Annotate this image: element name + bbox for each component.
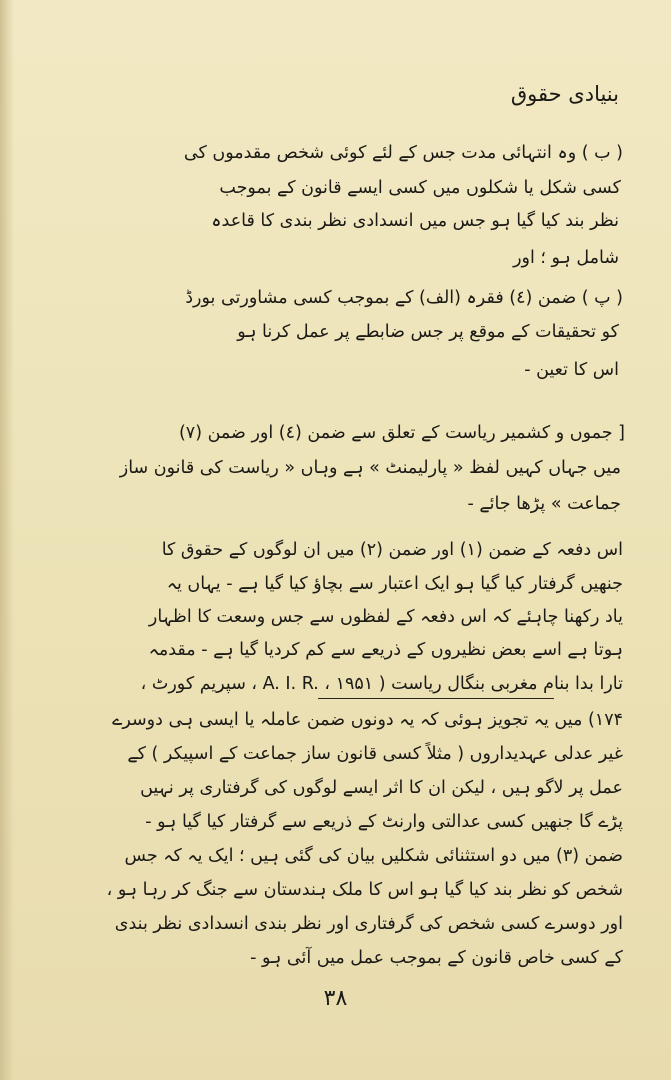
text-line: شخص کو نظر بند کیا گیا ہو اس کا ملک ہندستان سے جنگ کر رہا ہو ،	[106, 880, 623, 900]
running-header: بنیادی حقوق	[510, 82, 619, 106]
text-line: ( پ ) ضمن (٤) فقرہ (الف) کے بموجب کسی مشاورتی بورڈ	[185, 288, 623, 308]
text-line: نظر بند کیا گیا ہو جس میں انسدادی نظر بندی کا قاعدہ	[211, 211, 619, 231]
text-line: کے کسی خاص قانون کے بموجب عمل میں آئی ہو -	[250, 948, 623, 968]
text-line: پڑے گا جنھیں کسی عدالتی وارنٹ کے ذریعے سے گرفتار کیا گیا ہو -	[145, 812, 623, 832]
page-number: ۳۸	[323, 986, 348, 1011]
text-line: یاد رکھنا چاہئے کہ اس دفعہ کے لفظوں سے جس وسعت کا اظہار	[148, 607, 623, 627]
text-line: شامل ہو ؛ اور	[513, 248, 619, 268]
text-line: اس کا تعین -	[524, 360, 619, 380]
text-line: کسی شکل یا شکلوں میں کسی ایسے قانون کے بموجب	[219, 178, 621, 198]
text-line: غیر عدلی عہدیداروں ( مثلاً کسی قانون ساز جماعت کے اسپیکر ) کے	[127, 744, 623, 764]
text-line: ہوتا ہے اسے بعض نظیروں کے ذریعے سے کم کردیا گیا ہے - مقدمہ	[148, 640, 623, 660]
text-line: اور دوسرے کسی شخص کی گرفتاری اور نظر بندی انسدادی نظر بندی	[114, 914, 623, 934]
text-line: میں جہاں کہیں لفظ « پارلیمنٹ » ہے وہاں « ریاست کی قانون ساز	[119, 458, 621, 478]
text-line: عمل پر لاگو ہیں ، لیکن ان کا اثر ایسے لوگوں کی گرفتاری پر نہیں	[140, 778, 623, 798]
text-line: اس دفعہ کے ضمن (۱) اور ضمن (۲) میں ان لوگوں کے حقوق کا	[161, 540, 623, 560]
text-line: ( ب ) وہ انتہائی مدت جس کے لئے کوئی شخص مقدموں کی	[183, 143, 623, 163]
text-line: ۱۷۴) میں یہ تجویز ہوئی کہ یہ دونوں ضمن عاملہ یا ایسی ہی دوسرے	[112, 710, 623, 730]
underline-rule	[318, 698, 554, 699]
text-line: جنھیں گرفتار کیا گیا ہو ایک اعتبار سے بچاؤ کیا گیا ہے - یہاں یہ	[166, 574, 623, 594]
text-line: [ جموں و کشمیر ریاست کے تعلق سے ضمن (٤) اور ضمن (۷)	[178, 423, 625, 443]
text-line: جماعت » پڑھا جائے -	[467, 494, 621, 514]
text-line: ضمن (۳) میں دو استثنائی شکلیں بیان کی گئی ہیں ؛ ایک یہ کہ جس	[124, 846, 623, 866]
text-line: کو تحقیقات کے موقع پر جس ضابطے پر عمل کرنا ہو	[237, 322, 619, 342]
text-line: تارا بدا بنام مغربی بنگال ریاست ( A. I. R. ، ۱۹۵۱ ، سپریم کورٹ ،	[140, 674, 623, 694]
